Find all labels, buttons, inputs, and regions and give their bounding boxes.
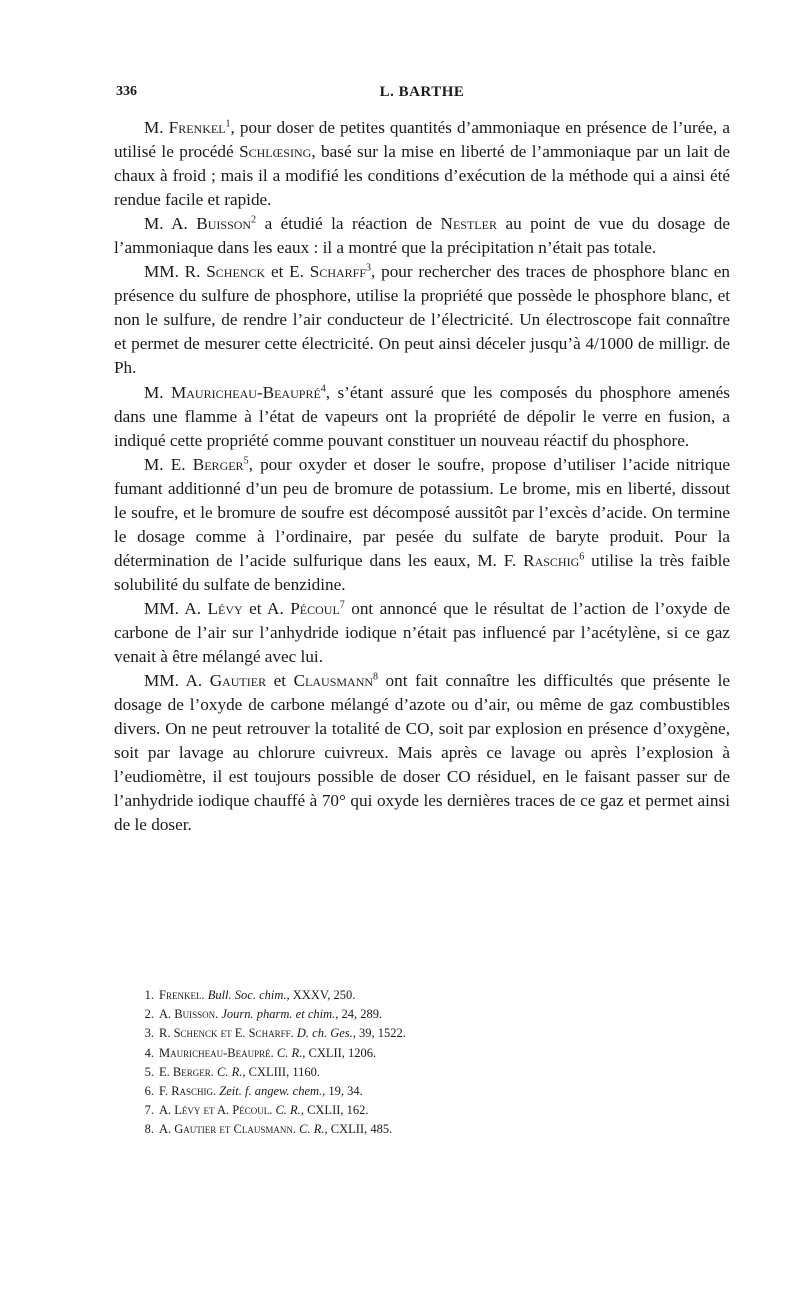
footnote-number: 1. [144, 988, 154, 1002]
paragraph-schenck [114, 260, 730, 380]
footnote-number: 7. [144, 1103, 154, 1118]
footnote-ref: 8 [373, 671, 379, 683]
text: ont annoncé que le résultat de l’action de l’oxyde de carbone de l’air sur l’anhydride iodique n’était pas influencé par l’acétylène, si ce gaz venait à être mélangé avec lui. [114, 598, 731, 667]
paragraph-berger [114, 453, 730, 597]
footnote-journal: C. R. [275, 1103, 301, 1118]
footnote-author: R. Schenck et E. Scharff. [159, 1026, 294, 1041]
text: , s’étant assuré que les composés du phosphore amenés dans une flamme à l’état de vapeurs ont la propriété de dépolir le verre en fusion, a indiqué cette propriété comme pouvant constituer un nouveau réactif du phosphore. [114, 382, 730, 450]
text: , pour doser de petites quantités d’ammoniaque en présence de l’urée, a utilisé le procédé [114, 118, 730, 162]
footnote-author: A. Buisson. [159, 1007, 219, 1022]
footnote-journal: Zeit. f. angew. chem. [219, 1084, 323, 1099]
footnote [138, 1024, 728, 1043]
text: MM. A. [144, 671, 210, 691]
text: utilise la très faible solubilité du sulfate de benzidine. [114, 550, 730, 594]
footnote-author: A. Lévy et A. Pécoul. [159, 1103, 273, 1118]
footnote-journal: C. R. [216, 1064, 243, 1079]
footnote-author: Mauricheau-Beaupré. [159, 1045, 274, 1060]
footnote-number: 5. [144, 1064, 154, 1079]
text: MM. R. [144, 262, 207, 282]
footnote [138, 986, 728, 1005]
author-name: Schlœsing [239, 142, 312, 162]
footnote-ref: 6 [579, 551, 585, 563]
footnote-number: 6. [144, 1084, 154, 1099]
text: et [266, 671, 294, 691]
footnote-author: A. Gautier et Clausmann. [159, 1122, 297, 1137]
footnote-ref: 5 [243, 454, 249, 466]
footnote-number: 2. [144, 1007, 154, 1022]
footnote-author: E. Berger. [159, 1064, 214, 1079]
footnote [138, 1120, 728, 1139]
text: , basé sur la mise en liberté de l’ammoniaque par un lait de chaux à froid ; mais il a modifié les conditions d’exécution de la méthode qui a ainsi été rendue facile et rapide. [114, 142, 730, 210]
footnote-ref-detail: , XXXV, 250. [286, 988, 356, 1002]
text: a étudié la réaction de [256, 214, 441, 234]
running-title: L. BARTHE [379, 84, 465, 100]
text: M. [144, 382, 171, 402]
text: M. [144, 118, 169, 137]
author-name: Clausmann [293, 671, 374, 691]
footnote [138, 1082, 728, 1101]
footnote [138, 1101, 728, 1120]
author-name: Pécoul [290, 598, 340, 618]
footnote-author: F. Raschig. [159, 1084, 217, 1099]
text: M. E. [144, 454, 193, 474]
author-name: Schenck [206, 262, 266, 282]
author-name: Scharff [309, 262, 367, 282]
text: , pour rechercher des traces de phosphore blanc en présence du sulfure de phosphore, utilise la propriété que possède le phosphore blanc, et non le sulfure, de rendre l’air conducteur de l’électricité. Un électroscope fait connaître et permet de mesurer cette électricité. On peut ainsi déceler jusqu’à 4/1000 de milligr. de Ph. [114, 262, 731, 378]
footnote-journal: C. R. [276, 1045, 303, 1060]
body-text [114, 116, 730, 837]
author-name: Lévy [207, 598, 243, 618]
footnote-ref-detail: , CXLII, 162. [300, 1103, 369, 1118]
footnote-journal: D. ch. Ges. [296, 1026, 353, 1041]
page-number: 336 [116, 84, 137, 99]
text: et E. [265, 262, 310, 282]
footnote-author: Frenkel. [159, 988, 205, 1002]
paragraph-gautier [114, 669, 730, 837]
page-header [116, 84, 728, 108]
footnote-journal: C. R. [299, 1122, 325, 1137]
author-name: Nestler [440, 214, 497, 234]
footnote-ref-detail: , 24, 289. [335, 1007, 383, 1022]
footnote-ref-detail: , CXLII, 1206. [302, 1045, 377, 1060]
footnote-ref: 3 [366, 262, 372, 274]
footnote-number: 3. [144, 1026, 154, 1041]
footnote-ref-detail: , CXLII, 485. [324, 1122, 393, 1137]
author-name: Buisson [196, 214, 252, 234]
footnote [138, 1005, 728, 1024]
footnote-number: 4. [144, 1045, 154, 1060]
footnote-ref: 7 [339, 599, 345, 611]
footnote-ref: 2 [251, 214, 257, 226]
paragraph-frenkel [114, 116, 730, 212]
paragraph-buisson [114, 212, 730, 260]
footnote-ref: 4 [320, 382, 326, 394]
author-name: Raschig [523, 550, 580, 570]
text: MM. A. [144, 598, 208, 618]
footnote-journal: Bull. Soc. chim. [207, 988, 287, 1002]
text: , pour oxyder et doser le soufre, propose d’utiliser l’acide nitrique fumant additionné d’un peu de bromure de potassium. Le brome, mis en liberté, dissout le soufre, et le bromure de soufre est décomposé aussitôt par l’excès d’acide. On termine le dosage comme à l’ordinaire, par pesée du sulfate de baryte produit. Pour la détermination de l’acide sulfurique dans les eaux, M. F. [114, 454, 731, 570]
author-name: Mauricheau-Beaupré [170, 382, 321, 402]
footnote [138, 1063, 728, 1082]
footnote-number: 8. [144, 1122, 154, 1137]
footnotes [138, 986, 728, 1140]
text: et A. [242, 598, 291, 618]
footnote-ref-detail: , 19, 34. [322, 1084, 363, 1099]
paragraph-mauricheau [114, 381, 730, 453]
text: au point de vue du dosage de l’ammoniaque dans les eaux : il a montré que la précipitation n’était pas totale. [114, 214, 731, 258]
author-name: Frenkel [168, 118, 226, 137]
footnote-journal: Journ. pharm. et chim. [221, 1007, 336, 1022]
text: ont fait connaître les difficultés que présente le dosage de l’oxyde de carbone mélangé d’azote ou d’air, ou même de gaz combustibles divers. On ne peut retrouver la totalité de CO, soit par explosion en présence d’oxygène, soit par lavage au chlorure cuivreux. Mais après ce lavage ou après l’explosion à l’eudiomètre, il est toujours possible de doser CO résiduel, en le faisant passer sur de l’anhydride iodique chauffé à 70° qui oxyde les dernières traces de ce gaz et permet ainsi de le doser. [114, 671, 731, 835]
footnote-ref-detail: , 39, 1522. [352, 1026, 406, 1041]
author-name: Berger [192, 454, 244, 474]
footnote-ref: 1 [225, 118, 231, 130]
text: M. A. [144, 214, 197, 234]
paragraph-levy [114, 597, 730, 669]
author-name: Gautier [209, 671, 267, 691]
footnote [138, 1044, 728, 1063]
footnote-ref-detail: , CXLIII, 1160. [242, 1064, 320, 1079]
